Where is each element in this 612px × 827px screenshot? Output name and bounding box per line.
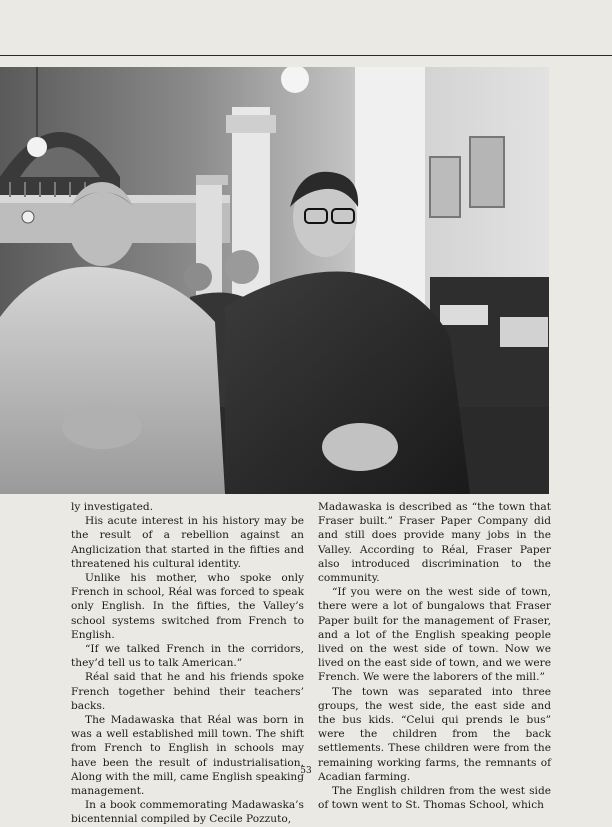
paragraph: The English children from the west side of town went to St. Thomas School, which	[318, 785, 551, 812]
church-interior-photo	[0, 67, 549, 494]
text-column-left	[71, 500, 304, 827]
paragraph: “If we talked French in the corridors, they’d tell us to talk American.”	[71, 643, 304, 670]
page-number: 53	[300, 766, 312, 776]
paragraph: Madawaska is described as “the town that Fraser built.” Fraser Paper Company did and still does provide many jobs in the Valley. According to Réal, Fraser Paper also introduced discrimination to the community.	[318, 501, 551, 585]
paragraph: In a book commemorating Madawaska’s bicentennial compiled by Cecile Pozzuto,	[71, 799, 304, 826]
top-rule	[0, 55, 612, 56]
paragraph: The Madawaska that Réal was born in was a well established mill town. The shift from French to English in schools may have been the result of industrialisation. Along with the mill, came English speaking management.	[71, 714, 304, 798]
paragraph: ly investigated.	[71, 501, 154, 513]
paragraph: His acute interest in his history may be the result of a rebellion against an Anglicization that started in the fifties and threatened his cultural identity.	[71, 515, 304, 570]
paragraph: Unlike his mother, who spoke only French in school, Réal was forced to speak only English. In the fifties, the Valley’s school systems switched from French to English.	[71, 572, 304, 641]
paragraph: Réal said that he and his friends spoke French together behind their teachers’ backs.	[71, 671, 304, 712]
paragraph: The town was separated into three groups, the west side, the east side and the bus kids. “Celui qui prends le bus” were the children from the back settlements. These children were from the remaining working farms, the remnants of Acadian farming.	[318, 685, 551, 783]
paragraph: “If you were on the west side of town, there were a lot of bungalows that Fraser Paper built for the management of Fraser, and a lot of the English speaking people lived on the west side of town. Now we lived on the east side of town, and we were French. We were the laborers of the mill.”	[318, 586, 551, 684]
